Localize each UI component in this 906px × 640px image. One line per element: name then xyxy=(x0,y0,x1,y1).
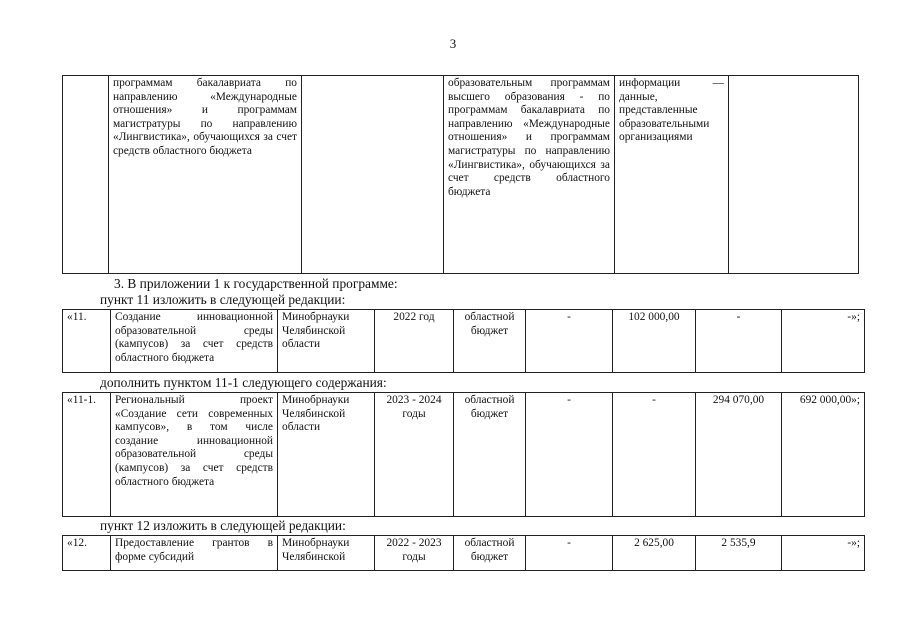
cell-period: 2022 год xyxy=(375,310,454,373)
cell-executor: Минобрнауки Челябинской xyxy=(278,536,375,571)
cell-source: областной бюджет xyxy=(454,310,526,373)
cell-executor: Минобрнауки Челябинской области xyxy=(278,310,375,373)
cell-info-source: информации — данные, представленные образовательными организациями xyxy=(615,76,729,274)
paragraph-item-12: пункт 12 изложить в следующей редакции: xyxy=(100,518,346,533)
paragraph-appendix: 3. В приложении 1 к государственной программе: xyxy=(114,276,398,291)
table-row xyxy=(63,310,865,373)
cell-value-3: 2 535,9 xyxy=(696,536,782,571)
cell-period: 2022 - 2023 годы xyxy=(375,536,454,571)
cell-value-4: -»; xyxy=(782,310,865,373)
cell-name: Предоставление грантов в форме субсидий xyxy=(111,536,278,571)
table-top-continuation xyxy=(62,75,859,274)
cell-value-1: - xyxy=(526,536,613,571)
cell-value-2: 102 000,00 xyxy=(613,310,696,373)
paragraph-item-11: пункт 11 изложить в следующей редакции: xyxy=(100,292,346,307)
cell-value-3: 294 070,00 xyxy=(696,393,782,517)
cell-value-2: 2 625,00 xyxy=(613,536,696,571)
cell-value-3: - xyxy=(696,310,782,373)
table-item-11-1 xyxy=(62,392,865,517)
cell-executor: Минобрнауки Челябинской области xyxy=(278,393,375,517)
cell-source: областной бюджет xyxy=(454,393,526,517)
table-row xyxy=(63,76,859,274)
cell-indicator-name: программам бакалавриата по направлению «Международные отношения» и программам магистратуры по направлению «Лингвистика», обучающихся за счет средств областного бюджета xyxy=(109,76,302,274)
table-row xyxy=(63,393,865,517)
cell-value-2: - xyxy=(613,393,696,517)
cell-number xyxy=(63,76,109,274)
table-item-12 xyxy=(62,535,865,571)
table-row xyxy=(63,536,865,571)
cell-name: Создание инновационной образовательной среды (кампусов) за счет средств областного бюджета xyxy=(111,310,278,373)
cell-value-4: 692 000,00»; xyxy=(782,393,865,517)
cell-description: образовательным программам высшего образования - по программам бакалавриата по направлению «Международные отношения» и программам магистратуры по направлению «Лингвистика», обучающихся за счет средств областного бюджета xyxy=(444,76,615,274)
cell-number: «11. xyxy=(63,310,111,373)
cell-value-1: - xyxy=(526,310,613,373)
cell-empty xyxy=(729,76,859,274)
table-item-11 xyxy=(62,309,865,373)
cell-source: областной бюджет xyxy=(454,536,526,571)
paragraph-item-11-1: дополнить пунктом 11-1 следующего содержания: xyxy=(100,375,387,390)
page-number: 3 xyxy=(449,36,457,51)
cell-number: «11-1. xyxy=(63,393,111,517)
cell-name: Региональный проект «Создание сети современных кампусов», в том числе создание инновационной образовательной среды (кампусов) за счет средств областного бюджета xyxy=(111,393,278,517)
cell-value-1: - xyxy=(526,393,613,517)
cell-value-4: -»; xyxy=(782,536,865,571)
cell-number: «12. xyxy=(63,536,111,571)
cell-empty xyxy=(302,76,444,274)
cell-period: 2023 - 2024 годы xyxy=(375,393,454,517)
